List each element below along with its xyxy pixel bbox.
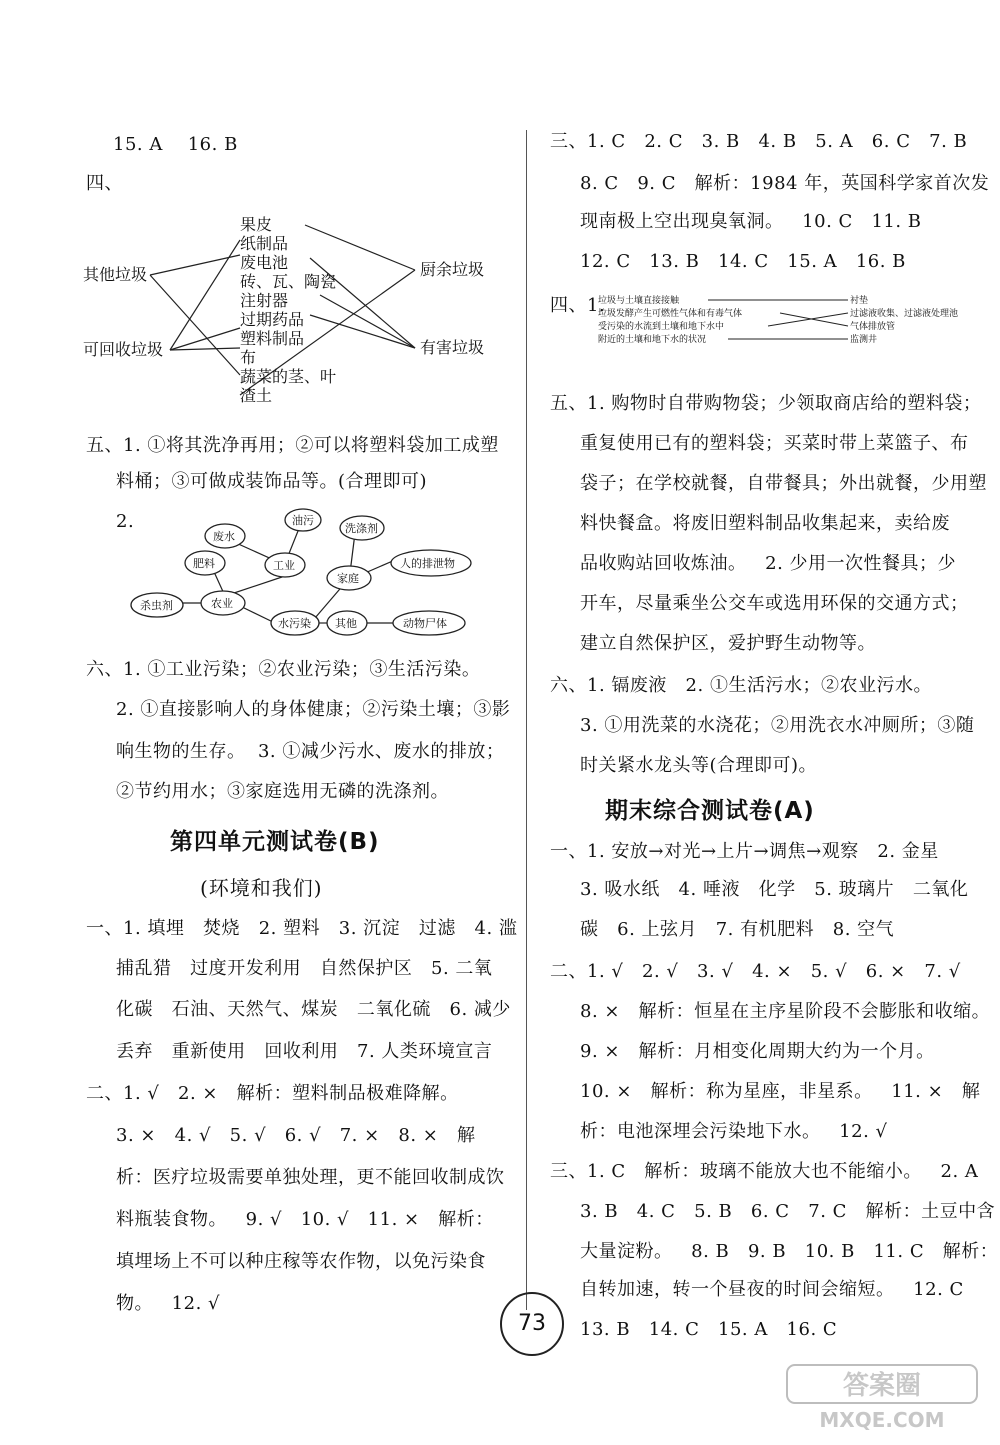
answer-line: 3. B 4. C 5. B 6. C 7. C 解析：土豆中含 [580, 1201, 996, 1222]
answer-line: 一、1. 填埋 焚烧 2. 塑料 3. 沉淀 过滤 4. 滥 [86, 918, 518, 939]
site-watermark-logo [782, 1363, 982, 1433]
answer-line: 六、1. ①工业污染；②农业污染；③生活污染。 [86, 659, 481, 680]
answer-line: 二、1. √ 2. √ 3. √ 4. × 5. √ 6. × 7. √ [550, 961, 961, 982]
answer-line: 15. A 16. B [113, 134, 238, 155]
answer-line: 碳 6. 上弦月 7. 有机肥料 8. 空气 [580, 919, 895, 940]
web-node-animal-carcass: 动物尸体 [403, 617, 447, 630]
web-node-agriculture: 农业 [211, 597, 233, 610]
match-right-3: 气体排放管 [850, 322, 896, 332]
web-node-pesticide: 杀虫剂 [140, 599, 173, 612]
match-right-2: 过滤液收集、过滤液处理池 [850, 309, 959, 319]
garbage-sort-diagram [80, 210, 520, 410]
water-pollution-diagram [125, 508, 505, 643]
match-right-1: 衬垫 [850, 296, 869, 306]
landfill-matching-diagram [598, 292, 998, 348]
answer-line: 丢弃 重新使用 回收利用 7. 人类环境宣言 [116, 1041, 493, 1062]
watermark-top: 答案圈 [842, 1371, 922, 1401]
answer-line: 填埋场上不可以种庄稼等农作物，以免污染食 [116, 1251, 486, 1272]
answer-line: 3. ①用洗菜的水浇花；②用洗衣水冲厕所；③随 [580, 715, 975, 736]
section-title: 期末综合测试卷(A) [605, 798, 815, 824]
sort-item: 渣土 [240, 386, 273, 405]
answer-line: 料瓶装食物。 9. √ 10. √ 11. × 解析： [116, 1209, 494, 1230]
answer-line: 化碳 石油、天然气、煤炭 二氧化硫 6. 减少 [116, 999, 511, 1020]
sort-item: 蔬菜的茎、叶 [240, 367, 337, 386]
answer-line: 物。 12. √ [116, 1293, 220, 1314]
web-node-excrement: 人的排泄物 [400, 557, 455, 570]
answer-line: 料快餐盒。将废旧塑料制品收集起来，卖给废 [580, 513, 950, 534]
section-label: 四、1. [550, 295, 606, 316]
category-harmful: 有害垃圾 [420, 338, 485, 357]
answer-line: 重复使用已有的塑料袋；买菜时带上菜篮子、布 [580, 433, 969, 454]
answer-line: 2. ①直接影响人的身体健康；②污染土壤；③影 [116, 699, 511, 720]
answer-line: 三、1. C 2. C 3. B 4. B 5. A 6. C 7. B [550, 131, 968, 152]
sort-item: 过期药品 [240, 310, 305, 329]
answer-line: 13. B 14. C 15. A 16. C [580, 1319, 838, 1340]
page-number: 73 [500, 1292, 564, 1356]
answer-line: 9. × 解析：月相变化周期大约为一个月。 [580, 1041, 935, 1062]
category-kitchen: 厨余垃圾 [420, 260, 485, 279]
section-title: 第四单元测试卷(B) [170, 829, 380, 855]
answer-line: 10. × 解析：称为星座，非星系。 11. × 解 [580, 1081, 981, 1102]
sort-item: 注射器 [240, 291, 289, 310]
match-left-2: 垃圾发酵产生可燃性气体和有毒气体 [598, 309, 743, 319]
web-node-industry: 工业 [273, 559, 295, 572]
answer-line: 响生物的生存。 3. ①减少污水、废水的排放； [116, 741, 505, 762]
category-other: 其他垃圾 [83, 265, 148, 284]
match-left-3: 受污染的水流到土壤和地下水中 [598, 322, 725, 332]
answer-line: 袋子；在学校就餐，自带餐具；外出就餐，少用塑 [580, 473, 987, 494]
answer-line: 现南极上空出现臭氧洞。 10. C 11. B [580, 211, 922, 232]
category-recyclable: 可回收垃圾 [83, 340, 164, 359]
answer-line: 3. 吸水纸 4. 唾液 化学 5. 玻璃片 二氧化 [580, 879, 969, 900]
section-subtitle: (环境和我们) [200, 876, 323, 900]
answer-line: 料桶；③可做成装饰品等。(合理即可) [116, 471, 428, 492]
answer-line: 时关紧水龙头等(合理即可)。 [580, 755, 818, 776]
answer-line: 8. × 解析：恒星在主序星阶段不会膨胀和收缩。 [580, 1001, 991, 1022]
answer-line: 建立自然保护区，爱护野生动物等。 [580, 633, 876, 654]
answer-line: 一、1. 安放→对光→上片→调焦→观察 2. 金星 [550, 841, 939, 862]
section-label: 四、 [86, 173, 123, 194]
sort-item: 布 [240, 348, 257, 367]
answer-line: 2. [116, 511, 135, 532]
answer-line: ②节约用水；③家庭选用无磷的洗涤剂。 [116, 781, 449, 802]
answer-line: 捕乱猎 过度开发利用 自然保护区 5. 二氧 [116, 958, 493, 979]
web-node-fertilizer: 肥料 [193, 557, 215, 570]
answer-line: 六、1. 镉废液 2. ①生活污水；②农业污水。 [550, 675, 932, 696]
answer-line: 8. C 9. C 解析：1984 年，英国科学家首次发 [580, 173, 990, 194]
answer-line: 析：电池深埋会污染地下水。 12. √ [580, 1121, 888, 1142]
match-right-4: 监测井 [850, 335, 878, 345]
web-node-detergent: 洗涤剂 [345, 522, 378, 535]
sort-item: 废电池 [240, 253, 289, 272]
answer-line: 三、1. C 解析：玻璃不能放大也不能缩小。 2. A [550, 1161, 979, 1182]
web-node-household: 家庭 [337, 572, 359, 585]
watermark-bottom: MXQE.COM [819, 1408, 945, 1432]
sort-item: 纸制品 [240, 234, 289, 253]
match-left-4: 附近的土壤和地下水的状况 [598, 335, 707, 345]
answer-line: 自转加速，转一个昼夜的时间会缩短。 12. C [580, 1279, 964, 1300]
answer-line: 3. × 4. √ 5. √ 6. √ 7. × 8. × 解 [116, 1125, 476, 1146]
answer-line: 二、1. √ 2. × 解析：塑料制品极难降解。 [86, 1083, 459, 1104]
answer-line: 开车，尽量乘坐公交车或选用环保的交通方式； [580, 593, 969, 614]
answer-line: 析：医疗垃圾需要单独处理，更不能回收制成饮 [116, 1167, 505, 1188]
answer-line: 五、1. 购物时自带购物袋；少领取商店给的塑料袋； [550, 393, 982, 414]
sort-item: 砖、瓦、陶瓷 [240, 272, 337, 291]
web-node-wastewater: 废水 [213, 530, 235, 543]
answer-line: 大量淀粉。 8. B 9. B 10. B 11. C 解析： [580, 1241, 999, 1262]
column-divider [526, 130, 527, 1310]
web-node-oil: 油污 [292, 514, 314, 527]
answer-line: 五、1. ①将其洗净再用；②可以将塑料袋加工成塑 [86, 435, 499, 456]
web-node-other: 其他 [335, 617, 357, 630]
match-left-1: 垃圾与土壤直接接触 [598, 296, 680, 306]
web-node-water-pollution: 水污染 [278, 617, 311, 630]
sort-item: 果皮 [240, 215, 273, 234]
sort-item: 塑料制品 [240, 329, 305, 348]
answer-line: 12. C 13. B 14. C 15. A 16. B [580, 251, 906, 272]
answer-line: 品收购站回收炼油。 2. 少用一次性餐具；少 [580, 553, 957, 574]
